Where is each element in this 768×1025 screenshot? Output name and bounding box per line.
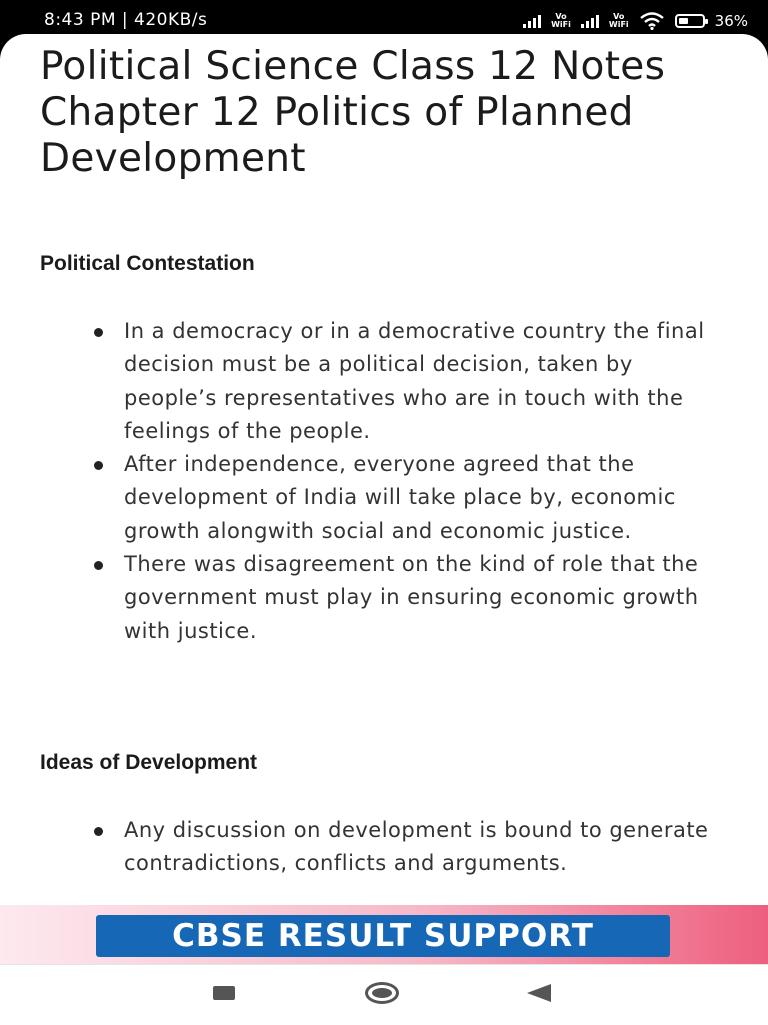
vowifi-icon: Vo WiFi [608,12,629,29]
status-time: 8:43 PM | 420KB/s [44,10,208,30]
bullet-list [88,315,728,648]
section-heading: Ideas of Development [40,751,258,774]
signal-icon [581,14,599,28]
back-icon[interactable] [527,984,551,1002]
section-heading: Political Contestation [40,252,255,275]
navigation-bar [0,964,768,1025]
ad-banner[interactable] [0,905,768,965]
status-icons [523,8,748,34]
article-page [0,34,768,964]
bullet-list [88,814,728,881]
battery-icon [675,14,705,28]
list-item: After independence, everyone agreed that the development of India will take place by, economic growth alongwith social and economic justice. [88,448,728,548]
home-icon[interactable] [365,982,399,1004]
recents-icon[interactable] [213,986,235,1000]
list-item: Any discussion on development is bound to generate contradictions, conflicts and arguments. [88,814,728,881]
wifi-icon [639,12,665,30]
list-item: There was disagreement on the kind of role that the government must play in ensuring economic growth with justice. [88,548,728,648]
page-title: Political Science Class 12 Notes Chapter 12 Politics of Planned Development [40,44,666,181]
vowifi-icon: Vo WiFi [551,12,571,29]
list-item: In a democracy or in a democrative country the final decision must be a political decision, taken by people’s representatives who are in touch with the feelings of the people. [88,315,728,448]
battery-percent: 36% [714,12,748,30]
ad-cta-button[interactable]: CBSE RESULT SUPPORT [96,915,670,957]
signal-icon [523,14,541,28]
